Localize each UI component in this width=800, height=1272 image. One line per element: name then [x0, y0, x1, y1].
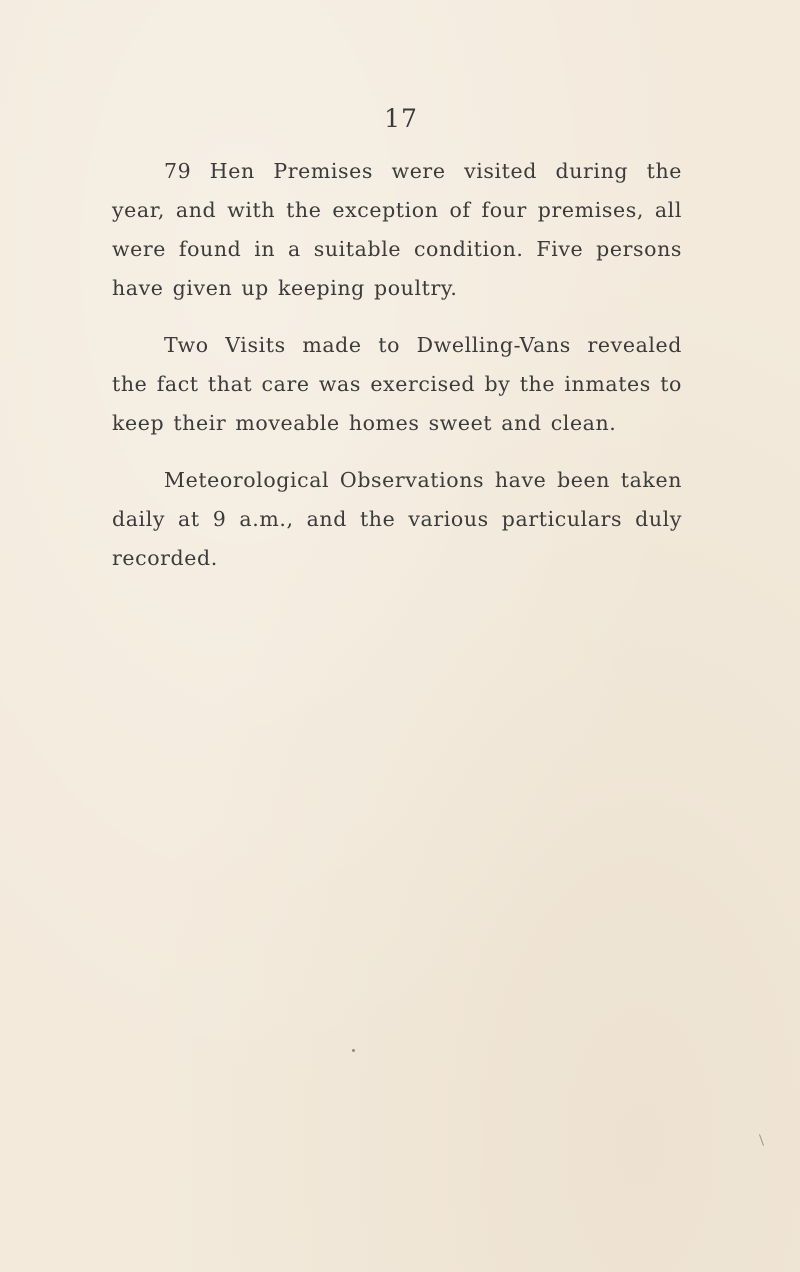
paper-speck: [352, 1049, 355, 1052]
paragraph-meteorological: Meteorological Observations have been taken daily at 9 a.m., and the various particulars duly recorded.: [112, 468, 682, 570]
paragraph-dwelling-vans: Two Visits made to Dwelling-Vans revealed the fact that care was exercised by the inmates to keep their moveable homes sweet and clean.: [112, 333, 682, 435]
paper-mark: [759, 1134, 764, 1146]
page-number: 17: [384, 104, 418, 133]
paragraph-hen-premises: 79 Hen Premises were visited during the year, and with the exception of four premises, all were found in a suitable condition. Five persons have given up keeping poultry.: [112, 159, 682, 300]
body-text: [112, 152, 682, 596]
